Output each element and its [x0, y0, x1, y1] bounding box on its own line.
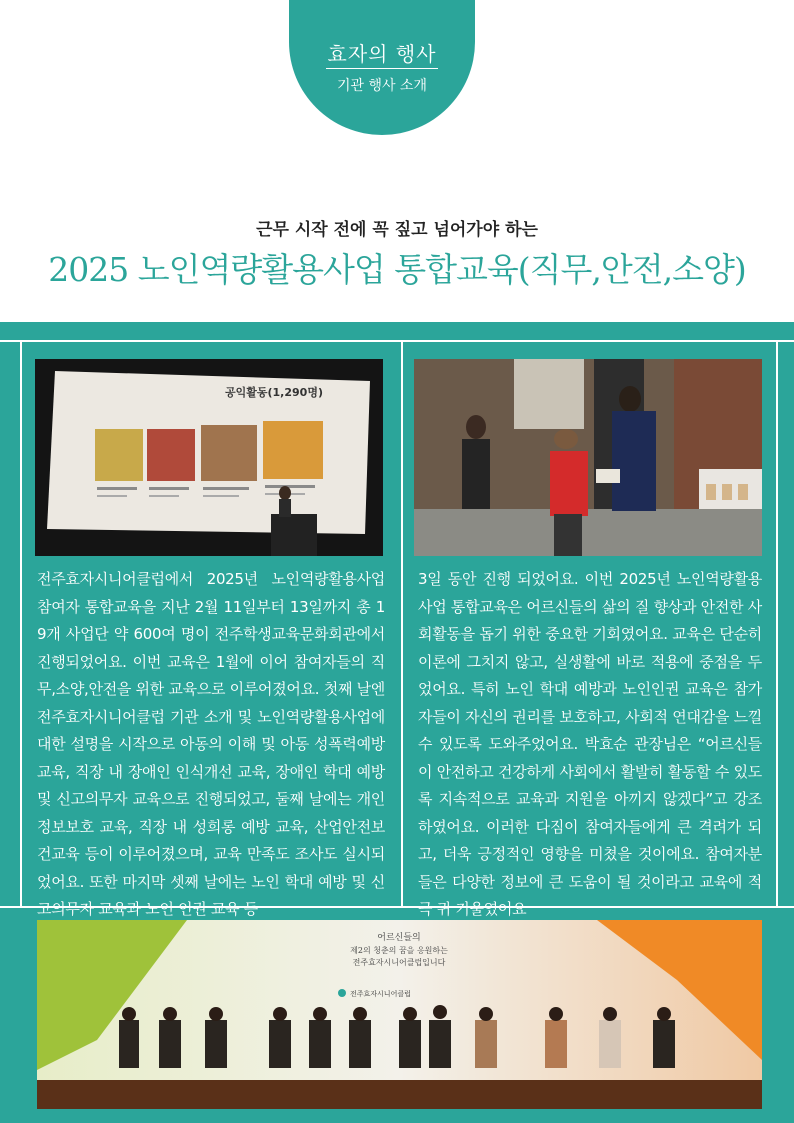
banner-line-1: 어르신들의 [377, 933, 421, 943]
section-title: 효자의 행사 [326, 38, 439, 69]
banner-line-2: 제2의 청춘의 꿈을 응원하는 [350, 946, 448, 955]
article-paragraph-left: 전주효자시니어클럽에서 2025년 노인역량활용사업 참여자 통합교육을 지난 2월 11일부터 13일까지 총 19개 사업단 약 600여 명이 전주학생교육문화회관에서 진행되었어요. 이번 교육은 1월에 이어 참여자들의 직무,소양,안전을 위한 교육으로 이루어졌어요. 첫째 날엔 전주효자시니어클럽 기관 소개 및 노인역량활용사업에 대한 설명을 시작으로 아동의 이해 및 아동 성폭력예방교육, 직장 내 장애인 인식개선 교육, 장애인 학대 예방 및 신고의무자 교육으로 진행되었고, 둘째 날에는 개인정보보호 교육, 직장 내 성희롱 예방 교육, 산업안전보건교육 등이 이루어졌으며, 교육 만족도 조사도 실시되었어요. 또한 마지막 셋째 날에는 노인 학대 예방 및 신고의무자 교육과 노인 인권 교육 등 [37, 570, 385, 918]
frame-line-left [20, 340, 22, 908]
article-subtitle: 근무 시작 전에 꼭 짚고 넘어가야 하는 [256, 220, 538, 240]
frame-line-center [401, 340, 403, 908]
section-badge-text [289, 0, 475, 135]
article-title: 2025 노인역량활용사업 통합교육(직무,안전,소양) [48, 250, 746, 289]
frame-line-top [0, 340, 794, 342]
article-paragraph-right: 3일 동안 진행 되었어요. 이번 2025년 노인역량활용사업 통합교육은 어르신들의 삶의 질 향상과 안전한 사회활동을 돕기 위한 중요한 기회였어요. 교육은 단순히 이론에 그치지 않고, 실생활에 바로 적용에 중점을 두었어요. 특히 노인 학대 예방과 노인인권 교육은 참가자들이 자신의 권리를 보호하고, 사회적 연대감을 느낄 수 있도록 도와주었어요. 박효순 관장님은 “어르신들이 안전하고 건강하게 사회에서 활발히 활동할 수 있도록 지속적으로 교육과 지원을 아끼지 않겠다”고 강조하였어요. 이러한 다짐이 참여자들에게 큰 격려가 되고, 더욱 긍정적인 영향을 미쳤을 것이에요. 참여자분들은 다양한 정보에 큰 도움이 될 것이라고 교육에 적극 귀 기울였어요 [418, 570, 762, 918]
photo-distribution [414, 359, 762, 556]
banner-line-3: 전주효자시니어클럽입니다 [352, 958, 446, 967]
frame-line-right [776, 340, 778, 908]
photo-stage-group [37, 920, 762, 1109]
banner-logo-text: 전주효자시니어클럽 [350, 990, 411, 998]
photo-presentation [35, 359, 383, 556]
section-subtitle: 기관 행사 소개 [336, 78, 428, 94]
slide-title: 공익활동(1,290명) [225, 386, 323, 399]
